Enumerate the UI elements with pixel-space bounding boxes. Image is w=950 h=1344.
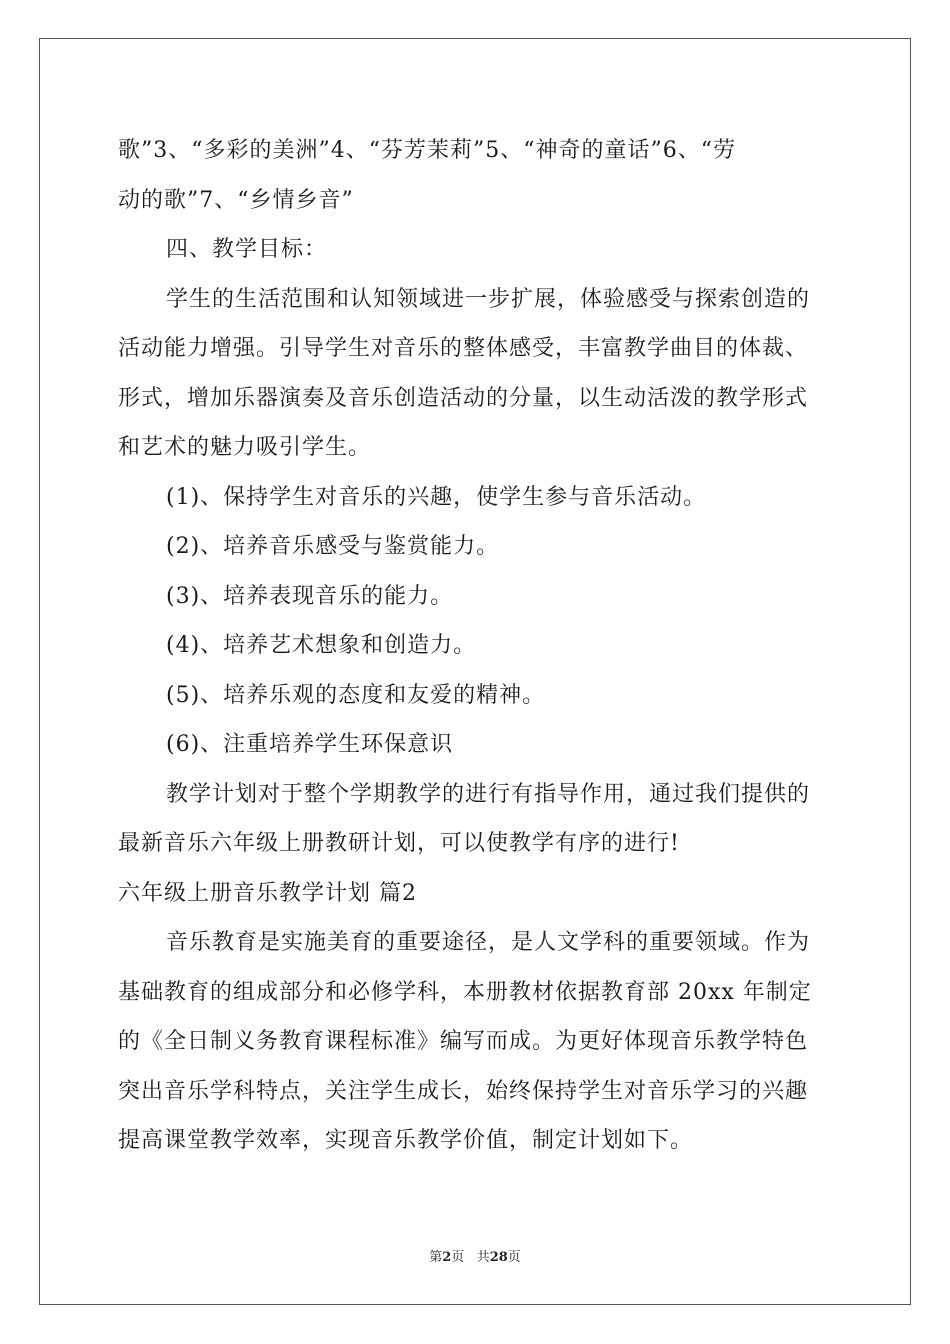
section-title: 六年级上册音乐教学计划 篇2 xyxy=(118,880,417,906)
document-body xyxy=(118,126,834,1166)
text-line: 音乐教育是实施美育的重要途径，是人文学科的重要领域。作为 xyxy=(166,930,811,955)
text-line: 形式，增加乐器演奏及音乐创造活动的分量，以生动活泼的教学形式 xyxy=(118,385,809,411)
text-line: 动的歌”7、“乡情乡音” xyxy=(118,187,354,213)
section-heading: 四、教学目标： xyxy=(166,237,328,262)
text-line: 提高课堂教学效率，实现音乐教学价值，制定计划如下。 xyxy=(118,1128,694,1153)
page-suffix: 页 xyxy=(451,1250,465,1265)
text-line: 的《全日制义务教育课程标准》编写而成。为更好体现音乐教学特色 xyxy=(118,1029,809,1054)
list-item: (6)、注重培养学生环保意识 xyxy=(166,732,454,757)
text-line: 基础教育的组成部分和必修学科，本册教材依据教育部 20xx 年制定 xyxy=(118,979,812,1005)
total-suffix: 页 xyxy=(507,1250,521,1265)
list-item: (5)、培养乐观的态度和友爱的精神。 xyxy=(166,682,546,708)
list-item: (1)、保持学生对音乐的兴趣，使学生参与音乐活动。 xyxy=(166,484,707,510)
page-prefix: 第 xyxy=(429,1250,443,1265)
text-line: 学生的生活范围和认知领域进一步扩展，体验感受与探索创造的 xyxy=(166,286,811,312)
text-line: 和艺术的魅力吸引学生。 xyxy=(118,435,372,460)
current-page-number: 2 xyxy=(442,1250,452,1265)
list-item: (3)、培养表现音乐的能力。 xyxy=(166,583,454,609)
text-line: 教学计划对于整个学期教学的进行有指导作用，通过我们提供的 xyxy=(166,781,811,807)
text-line: 歌”3、“多彩的美洲”4、“芬芳茉莉”5、“神奇的童话”6、“劳 xyxy=(118,138,736,163)
list-item: (4)、培养艺术想象和创造力。 xyxy=(166,633,477,658)
total-page-count: 28 xyxy=(489,1250,508,1265)
text-line: 突出音乐学科特点，关注学生成长，始终保持学生对音乐学习的兴趣 xyxy=(118,1078,809,1104)
list-item: (2)、培养音乐感受与鉴赏能力。 xyxy=(166,534,500,559)
text-line: 活动能力增强。引导学生对音乐的整体感受，丰富教学曲目的体裁、 xyxy=(118,336,809,361)
text-line: 最新音乐六年级上册教研计划，可以使教学有序的进行! xyxy=(118,831,680,856)
total-prefix: 共 xyxy=(476,1250,490,1265)
page-footer xyxy=(0,1246,950,1265)
